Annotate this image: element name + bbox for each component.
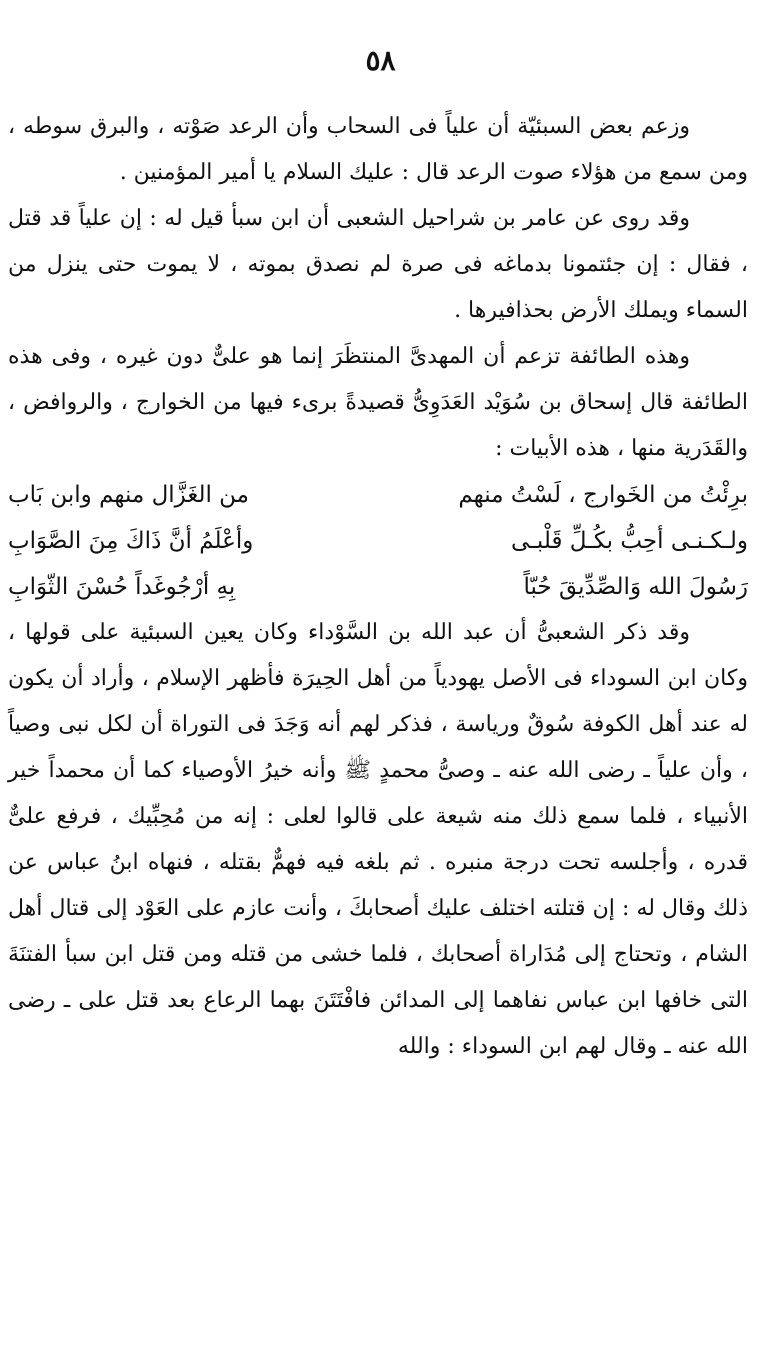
poem-second-hemistich: بِهِ أرْجُوغَداً حُسْنَ الثّوَابِ xyxy=(8,574,236,600)
page-number: ٥٨ xyxy=(365,44,396,77)
paragraph xyxy=(8,610,748,1070)
paragraph xyxy=(8,334,748,472)
poem-second-hemistich: وأعْلَمُ أنَّ ذَاكَ مِنَ الصَّوَابِ xyxy=(8,528,254,554)
poem-line xyxy=(8,472,748,518)
poem-first-hemistich: ولـكـنـى أحِبُّ بكُـلِّ قَلْبـى xyxy=(511,528,748,554)
poem-line xyxy=(8,518,748,564)
body-text xyxy=(8,104,748,1070)
paragraph xyxy=(8,196,748,334)
paragraph-text: وزعم بعض السبئيّة أن علياً فى السحاب وأن الرعد صَوْته ، والبرق سوطه ، ومن سمع من هؤلاء صوت الرعد قال : عليك السلام يا أمير المؤمنين . xyxy=(8,114,748,185)
poem xyxy=(8,472,748,610)
poem-second-hemistich: من الغَزَّال منهم وابن بَاب xyxy=(8,482,249,508)
paragraph xyxy=(8,104,748,196)
poem-first-hemistich: رَسُولَ الله وَالصِّدِّيقَ حُبّاً xyxy=(523,574,748,600)
paragraph-text: وقد روى عن عامر بن شراحيل الشعبى أن ابن سبأ قيل له : إن علياً قد قتل ، فقال : إن جئتمونا بدماغه فى صرة لم نصدق بموته ، لا يموت حتى ينزل من السماء ويملك الأرض بحذافيرها . xyxy=(8,206,748,323)
paragraph-text: وهذه الطائفة تزعم أن المهدىَّ المنتظَرَ إنما هو علىٌّ دون غيره ، وفى هذه الطائفة قال إسحاق بن سُوَيْد العَدَوِىُّ قصيدةً برىء فيها من الخوارج ، والروافض ، والقَدَرية منها ، هذه الأبيات : xyxy=(8,344,748,461)
poem-line xyxy=(8,564,748,610)
paragraph-text: وقد ذكر الشعبىُّ أن عبد الله بن السَّوْداء وكان يعين السبئية على قولها ، وكان ابن السوداء فى الأصل يهودياً من أهل الحِيرَة فأظهر الإسلام ، وأراد أن يكون له عند أهل الكوفة سُوقٌ ورياسة ، فذكر لهم أنه وَجَدَ فى التوراة أن لكل نبى وصياً ، وأن علياً ـ رضى الله عنه ـ وصىُّ محمدٍ ﷺ وأنه خيرُ الأوصياء كما أن محمداً خير الأنبياء ، فلما سمع ذلك منه شيعة على قالوا لعلى : إنه من مُحِبِّيك ، فرفع علىٌّ قدره ، وأجلسه تحت درجة منبره . ثم بلغه فيه فهمٌّ بقتله ، فنهاه ابنُ عباس عن ذلك وقال له : إن قتلته اختلف عليك أصحابكَ ، وأنت عازم على العَوْد إلى قتال أهل الشام ، وتحتاج إلى مُدَاراة أصحابك ، فلما خشى من قتله ومن قتل ابن سبأ الفتنَةَ التى خافها ابن عباس نفاهما إلى المدائن فافْتَتَنَ بهما الرعاع بعد قتل على ـ رضى الله عنه ـ وقال لهم ابن السوداء : والله xyxy=(8,620,749,1059)
poem-first-hemistich: برِئْتُ من الخَوارج ، لَسْتُ منهم xyxy=(458,482,748,508)
